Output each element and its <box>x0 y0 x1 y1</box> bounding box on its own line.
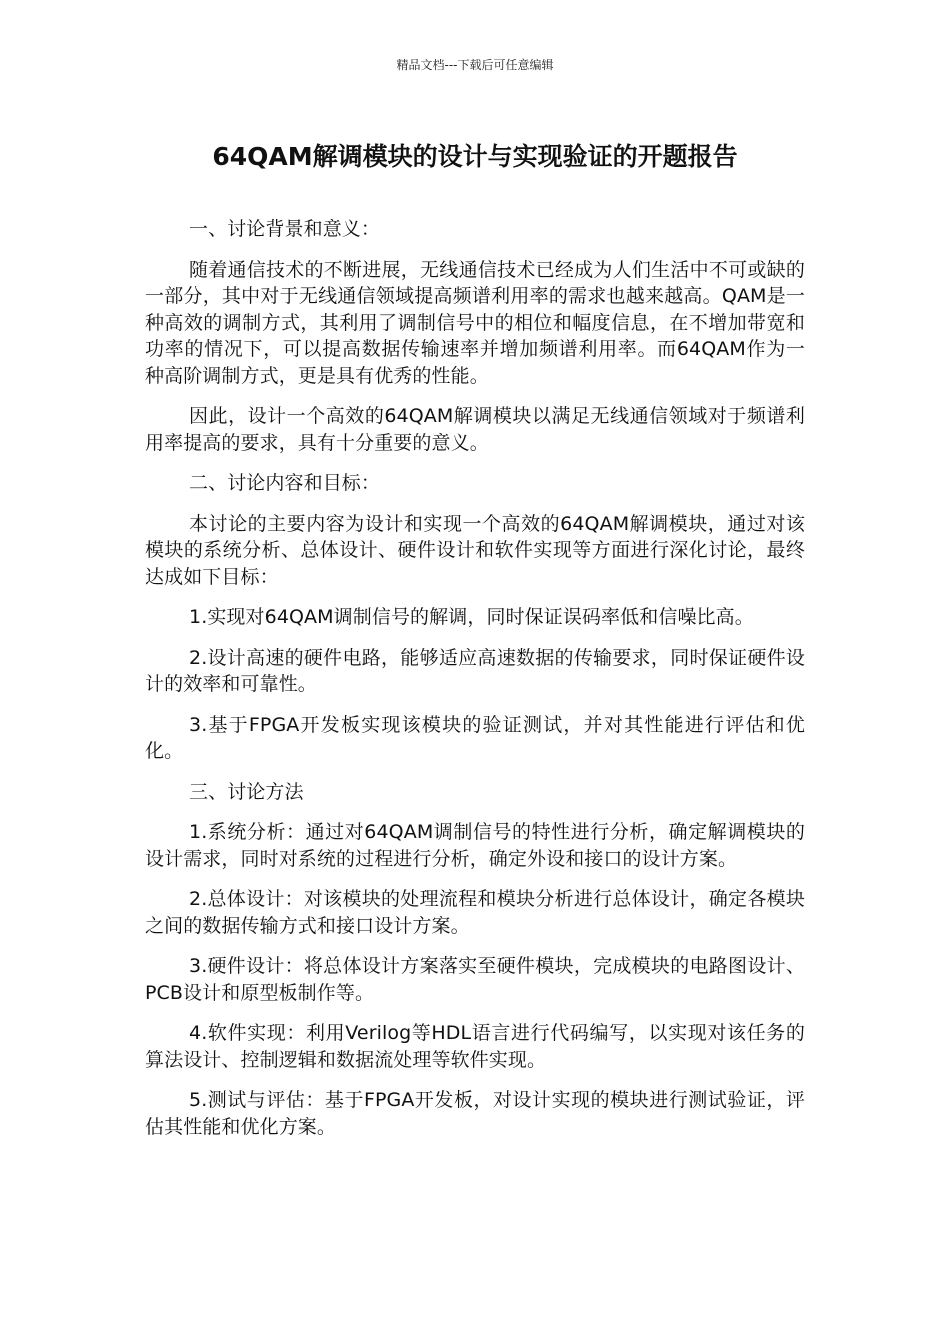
method-item-1: 1.系统分析：通过对64QAM调制信号的特性进行分析，确定解调模块的设计需求，同时对系统的过程进行分析，确定外设和接口的设计方案。 <box>145 821 805 870</box>
document-body <box>145 216 805 1154</box>
section-heading-background: 一、讨论背景和意义： <box>189 218 381 240</box>
goal-item-3: 3.基于FPGA开发板实现该模块的验证测试，并对其性能进行评估和优化。 <box>145 713 805 762</box>
section-heading-methods: 三、讨论方法 <box>189 780 304 803</box>
goal-item-1: 1.实现对64QAM调制信号的解调，同时保证误码率低和信噪比高。 <box>189 606 754 628</box>
page-header: 精品文档---下载后可任意编辑 <box>396 58 554 72</box>
method-item-4: 4.软件实现：利用Verilog等HDL语言进行代码编写，以实现对该任务的算法设计、控制逻辑和数据流处理等软件实现。 <box>145 1022 805 1071</box>
section-heading-content-goals: 二、讨论内容和目标： <box>189 472 381 494</box>
goal-item-2: 2.设计高速的硬件电路，能够适应高速数据的传输要求，同时保证硬件设计的效率和可靠性。 <box>145 646 805 695</box>
paragraph-significance: 因此，设计一个高效的64QAM解调模块以满足无线通信领域对于频谱利用率提高的要求，具有十分重要的意义。 <box>145 405 805 454</box>
paragraph-content: 本讨论的主要内容为设计和实现一个高效的64QAM解调模块，通过对该模块的系统分析、总体设计、硬件设计和软件实现等方面进行深化讨论，最终达成如下目标： <box>145 512 805 588</box>
document-title: 64QAM解调模块的设计与实现验证的开题报告 <box>212 142 738 171</box>
method-item-2: 2.总体设计：对该模块的处理流程和模块分析进行总体设计，确定各模块之间的数据传输方式和接口设计方案。 <box>145 888 805 937</box>
method-item-3: 3.硬件设计：将总体设计方案落实至硬件模块，完成模块的电路图设计、PCB设计和原型板制作等。 <box>145 955 805 1004</box>
paragraph-background: 随着通信技术的不断进展，无线通信技术已经成为人们生活中不可或缺的一部分，其中对于无线通信领域提高频谱利用率的需求也越来越高。QAM是一种高效的调制方式，其利用了调制信号中的相位和幅度信息，在不增加带宽和功率的情况下，可以提高数据传输速率并增加频谱利用率。而64QAM作为一种高阶调制方式，更是具有优秀的性能。 <box>145 258 805 387</box>
method-item-5: 5.测试与评估：基于FPGA开发板，对设计实现的模块进行测试验证，评估其性能和优化方案。 <box>145 1089 805 1138</box>
